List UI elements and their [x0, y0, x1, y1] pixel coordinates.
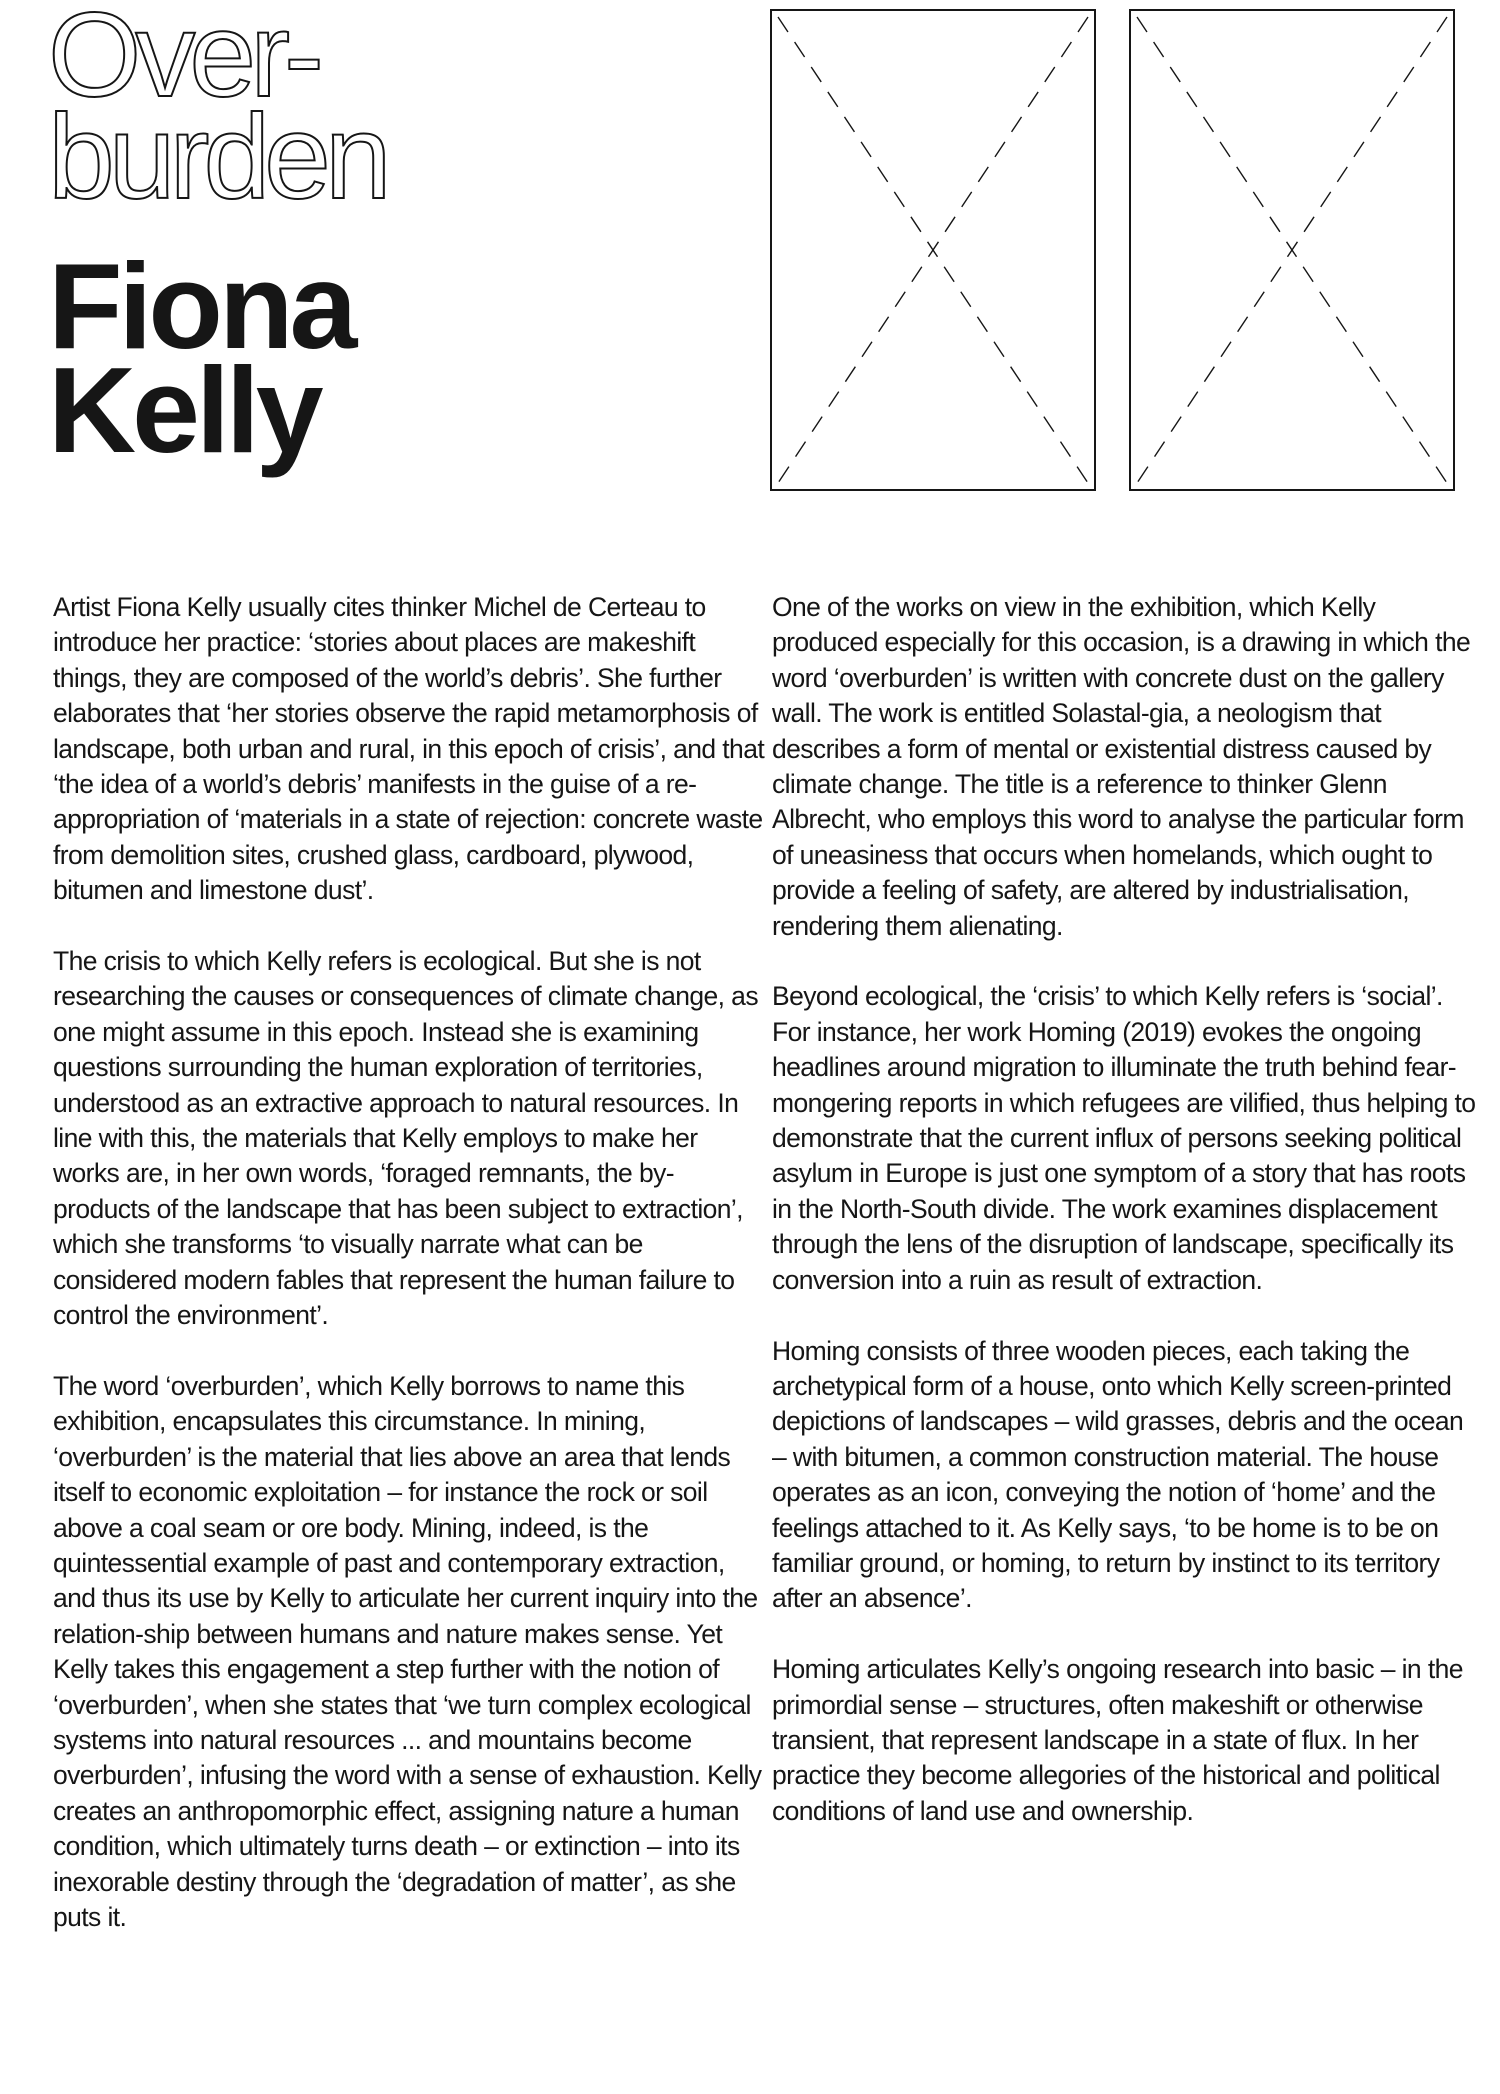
body-paragraph: One of the works on view in the exhibition, which Kelly produced especially for this occasion, is a drawing in which the word ‘overburden’ is written with concrete dust on the gallery wall. The work is entitled Solastal-gia, a neologism that describes a form of mental or existential distress caused by climate change. The title is a reference to thinker Glenn Albrecht, who employs this word to analyse the particular form of uneasiness that occurs when homelands, which ought to provide a feeling of safety, are altered by industrialisation, rendering them alienating.: [772, 592, 1471, 941]
body-paragraph: Artist Fiona Kelly usually cites thinker Michel de Certeau to introduce her practice: ‘stories about places are makeshift things, they are composed of the world’s debris’. She further elaborates that ‘her stories observe the rapid metamorphosis of landscape, both urban and rural, in this epoch of crisis’, and that ‘the idea of a world’s debris’ manifests in the guise of a re-appropriation of ‘materials in a state of rejection: concrete waste from demolition sites, crushed glass, cardboard, plywood, bitumen and limestone dust’.: [53, 592, 765, 906]
body-paragraph: Homing articulates Kelly’s ongoing research into basic – in the primordial sense – structures, often makeshift or otherwise transient, that represent landscape in a state of flux. In her practice they become allegories of the historical and political conditions of land use and ownership.: [772, 1654, 1463, 1826]
artist-first-name: Fiona: [48, 238, 354, 374]
image-placeholder-icon: [770, 9, 1096, 491]
body-paragraph: Homing consists of three wooden pieces, each taking the archetypical form of a house, onto which Kelly screen-printed depictions of landscapes – wild grasses, debris and the ocean – with bitumen, a common construction material. The house operates as an icon, conveying the notion of ‘home’ and the feelings attached to it. As Kelly says, ‘to be home is to be on familiar ground, or homing, to return by instinct to its territory after an absence’.: [772, 1335, 1464, 1614]
exhibition-title-line-2: burden: [48, 90, 386, 224]
artist-name: [48, 238, 354, 478]
exhibition-title: [48, 0, 386, 224]
artist-last-name: Kelly: [48, 342, 320, 478]
body-paragraph: Beyond ecological, the ‘crisis’ to which Kelly refers is ‘social’. For instance, her work Homing (2019) evokes the ongoing headlines around migration to illuminate the truth behind fear-mongering reports in which refugees are vilified, thus helping to demonstrate that the current influx of persons seeking political asylum in Europe is just one symptom of a story that has roots in the North-South divide. The work examines displacement through the lens of the disruption of landscape, specifically its conversion into a ruin as result of extraction.: [772, 981, 1476, 1295]
body-column-right: [772, 590, 1484, 1865]
exhibition-title-line-1: Over-: [48, 0, 318, 122]
body-paragraph: The word ‘overburden’, which Kelly borrows to name this exhibition, encapsulates this circumstance. In mining, ‘overburden’ is the material that lies above an area that lends itself to economic exploitation – for instance the rock or soil above a coal seam or ore body. Mining, indeed, is the quintessential example of past and contemporary extraction, and thus its use by Kelly to articulate her current inquiry into the relation-ship between humans and nature makes sense. Yet Kelly takes this engagement a step further with the notion of ‘overburden’, when she states that ‘we turn complex ecological systems into natural resources ... and mountains become overburden’, infusing the word with a sense of exhaustion. Kelly creates an anthropomorphic effect, assigning nature a human condition, which ultimately turns death – or extinction – into its inexorable destiny through the ‘degradation of matter’, as she puts it.: [53, 1370, 762, 1932]
body-paragraph: The crisis to which Kelly refers is ecological. But she is not researching the causes or consequences of climate change, as one might assume in this epoch. Instead she is examining questions surrounding the human exploration of territories, understood as an extractive approach to natural resources. In line with this, the materials that Kelly employs to make her works are, in her own words, ‘foraged remnants, the by-products of the landscape that has been subject to extraction’, which she transforms ‘to visually narrate what can be considered modern fables that represent the human failure to control the environment’.: [53, 946, 758, 1331]
image-placeholder-2: [1129, 9, 1455, 491]
image-placeholder-icon: [1129, 9, 1455, 491]
body-column-left: [53, 590, 765, 1971]
image-placeholder-1: [770, 9, 1096, 491]
